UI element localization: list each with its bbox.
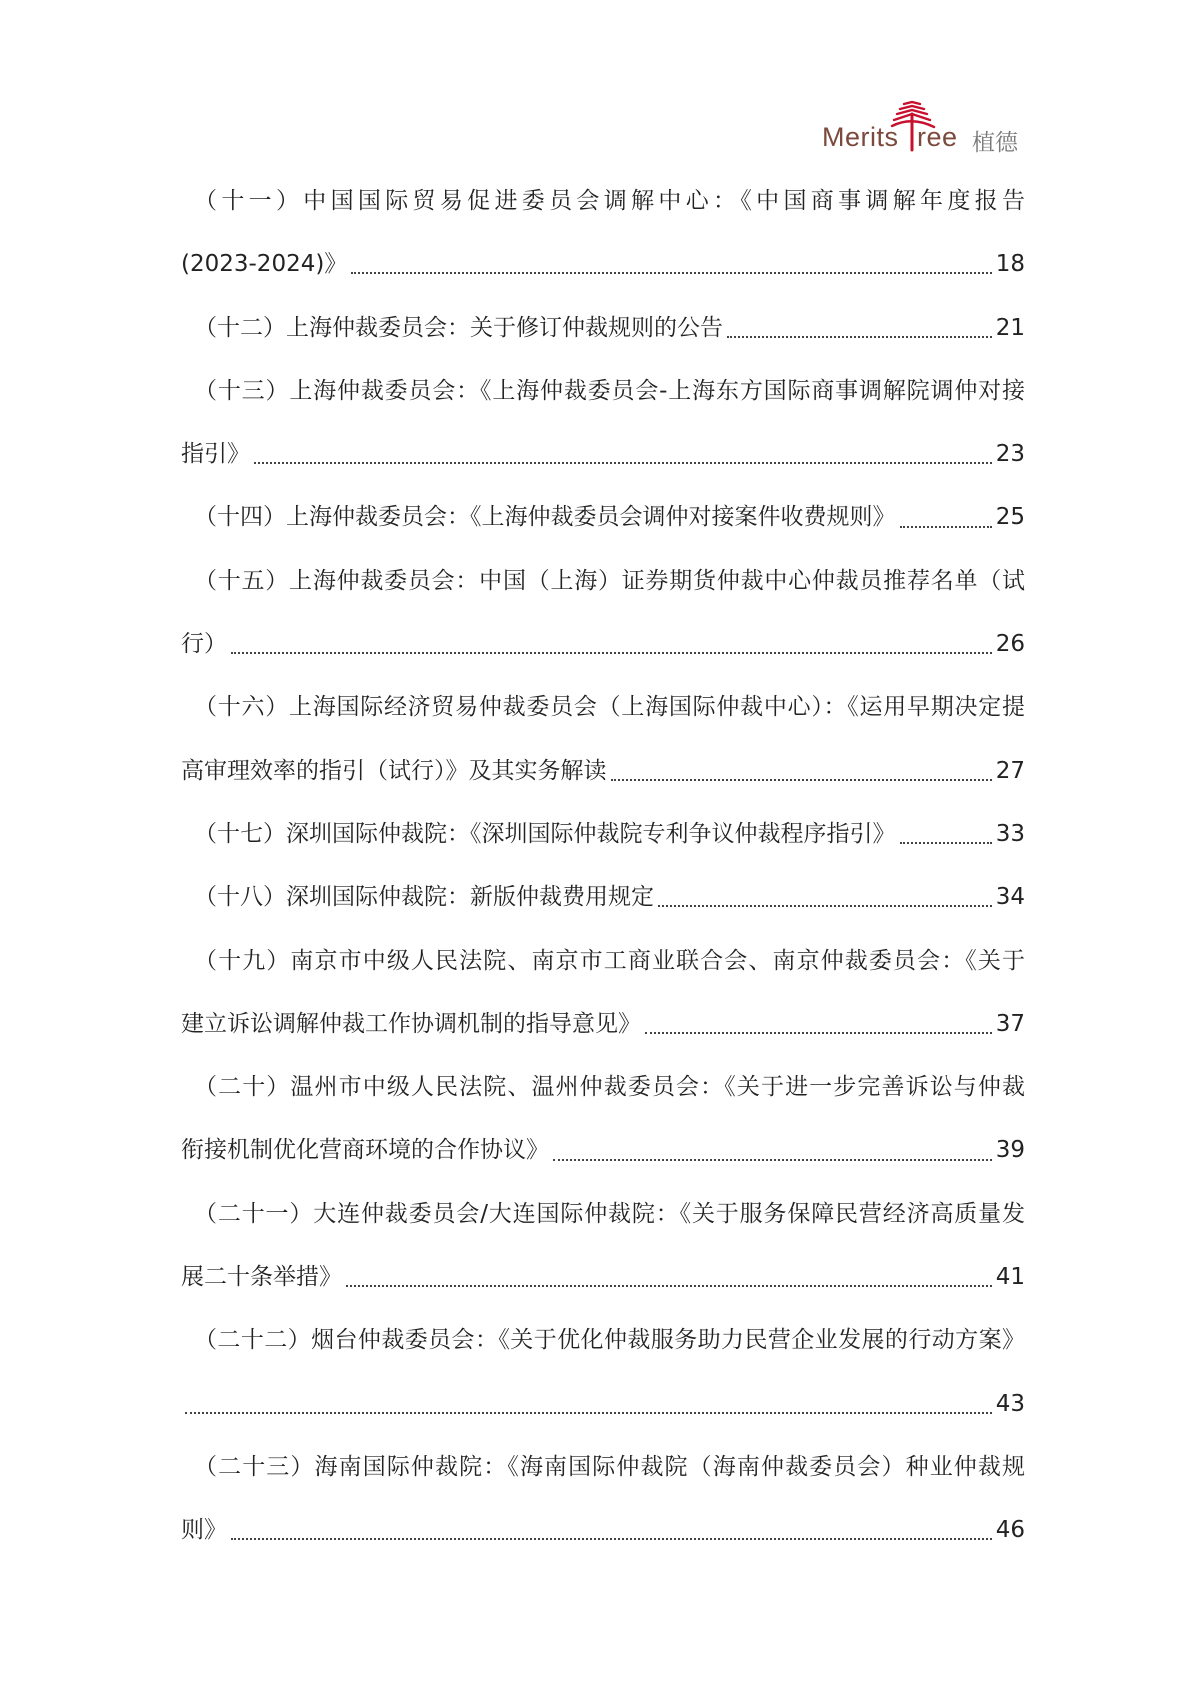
toc-entry-line[interactable] (181, 1246, 1025, 1309)
toc-entry-line[interactable] (181, 1373, 1025, 1436)
toc-page-number: 21 (995, 314, 1025, 341)
toc-page-number: 37 (995, 1010, 1025, 1037)
toc-entry-line[interactable] (181, 803, 1025, 866)
toc-entry-text: （十六）上海国际经济贸易仲裁委员会（上海国际仲裁中心）：《运用早期决定提 (194, 694, 1025, 721)
toc-entry-text: 展二十条举措》 (181, 1264, 342, 1291)
toc-entry-line[interactable] (181, 1436, 1025, 1499)
table-of-contents (181, 170, 1025, 1563)
toc-entry-line[interactable] (181, 1499, 1025, 1562)
toc-entry-line[interactable] (181, 233, 1025, 296)
toc-entry-text: （十九）南京市中级人民法院、南京市工商业联合会、南京仲裁委员会：《关于 (194, 947, 1025, 974)
dot-leader (231, 1537, 992, 1540)
toc-page-number: 41 (995, 1264, 1025, 1291)
toc-entry-text: （二十一）大连仲裁委员会/大连国际仲裁院：《关于服务保障民营经济高质量发 (194, 1200, 1025, 1227)
toc-entry-text: 行） (181, 631, 227, 658)
merits-tree-logo (822, 100, 1022, 156)
toc-entry-line[interactable] (181, 866, 1025, 929)
toc-page-number: 33 (995, 820, 1025, 847)
toc-entry-text: 建立诉讼调解仲裁工作协调机制的指导意见》 (181, 1010, 641, 1037)
toc-entry-line[interactable] (181, 486, 1025, 549)
toc-entry-line[interactable] (181, 360, 1025, 423)
toc-entry-text: （二十二）烟台仲裁委员会：《关于优化仲裁服务助力民营企业发展的行动方案》 (194, 1327, 1025, 1354)
toc-entry-line[interactable] (181, 170, 1025, 233)
toc-entry-text: 衔接机制优化营商环境的合作协议》 (181, 1137, 549, 1164)
toc-entry-text: （十八）深圳国际仲裁院：新版仲裁费用规定 (194, 884, 654, 911)
toc-entry-line[interactable] (181, 930, 1025, 993)
toc-entry-line[interactable] (181, 1056, 1025, 1119)
dot-leader (185, 1411, 992, 1414)
toc-entry-text: 则》 (181, 1517, 227, 1544)
toc-page-number: 25 (995, 504, 1025, 531)
toc-entry-text: （十三）上海仲裁委员会：《上海仲裁委员会-上海东方国际商事调解院调仲对接 (194, 377, 1025, 404)
toc-page-number: 43 (995, 1390, 1025, 1417)
toc-entry-text: （十一）中国国际贸易促进委员会调解中心：《中国商事调解年度报告 (194, 188, 1025, 214)
toc-page-number: 27 (995, 757, 1025, 784)
dot-leader (553, 1158, 992, 1161)
toc-entry-text: （二十三）海南国际仲裁院：《海南国际仲裁院（海南仲裁委员会）种业仲裁规 (194, 1453, 1025, 1480)
toc-entry-text: (2023-2024)》 (181, 251, 348, 278)
toc-entry-text: （十七）深圳国际仲裁院：《深圳国际仲裁院专利争议仲裁程序指引》 (194, 820, 896, 847)
toc-page-number: 39 (995, 1137, 1025, 1164)
dot-leader (900, 525, 992, 528)
toc-page-number: 46 (995, 1517, 1025, 1544)
dot-leader (351, 271, 991, 274)
dot-leader (727, 335, 992, 338)
toc-page-number: 23 (995, 441, 1025, 468)
toc-page-number: 26 (995, 631, 1025, 658)
toc-entry-line[interactable] (181, 550, 1025, 613)
dot-leader (254, 461, 992, 464)
dot-leader (645, 1031, 992, 1034)
toc-entry-text: （二十）温州市中级人民法院、温州仲裁委员会：《关于进一步完善诉讼与仲裁 (194, 1074, 1025, 1101)
toc-entry-text: （十二）上海仲裁委员会：关于修订仲裁规则的公告 (194, 314, 723, 341)
dot-leader (231, 651, 992, 654)
toc-entry-line[interactable] (181, 613, 1025, 676)
toc-entry-line[interactable] (181, 297, 1025, 360)
dot-leader (658, 904, 992, 907)
toc-page-number: 34 (995, 884, 1025, 911)
toc-entry-line[interactable] (181, 1309, 1025, 1372)
toc-entry-text: （十五）上海仲裁委员会：中国（上海）证券期货仲裁中心仲裁员推荐名单（试 (194, 567, 1025, 594)
toc-entry-text: 高审理效率的指引（试行）》及其实务解读 (181, 757, 607, 784)
toc-page-number: 18 (995, 251, 1025, 278)
toc-entry-text: （十四）上海仲裁委员会：《上海仲裁委员会调仲对接案件收费规则》 (194, 504, 896, 531)
dot-leader (346, 1284, 992, 1287)
toc-entry-line[interactable] (181, 1119, 1025, 1182)
toc-entry-line[interactable] (181, 676, 1025, 739)
toc-entry-line[interactable] (181, 740, 1025, 803)
dot-leader (611, 778, 992, 781)
dot-leader (900, 841, 992, 844)
toc-entry-text: 指引》 (181, 441, 250, 468)
toc-entry-line[interactable] (181, 993, 1025, 1056)
logo-word-tree: ree (917, 122, 958, 152)
logo-word-merits: Merits (822, 122, 899, 152)
logo-cn: 植德 (972, 130, 1018, 156)
toc-entry-line[interactable] (181, 1183, 1025, 1246)
toc-entry-line[interactable] (181, 423, 1025, 486)
